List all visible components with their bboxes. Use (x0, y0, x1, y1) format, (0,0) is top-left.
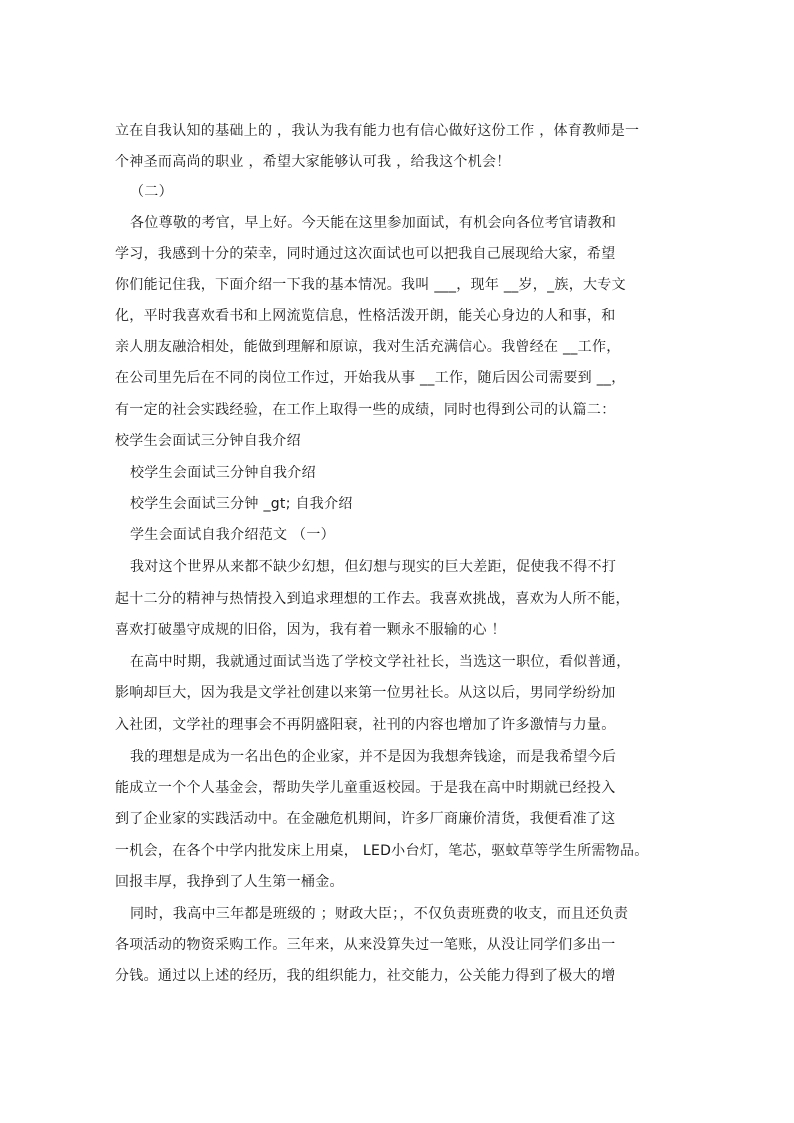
text-line: 在高中时期，我就通过面试当选了学校文学社社长，当选这一职位，看似普通， (130, 654, 631, 670)
text-line: 化，平时我喜欢看书和上网流览信息，性格活泼开朗，能关心身边的人和事，和 (115, 308, 616, 324)
text-line: 到了企业家的实践活动中。在金融危机期间，许多厂商廉价清货，我便看准了这 (115, 811, 616, 827)
text-line: 个神圣而高尚的职业 ，希望大家能够认可我 ，给我这个机会！ (115, 154, 511, 170)
text-line: 起十二分的精神与热情投入到追求理想的工作去。我喜欢挑战，喜欢为人所不能， (115, 591, 630, 607)
text-line: 回报丰厚，我挣到了人生第一桶金。 (115, 874, 344, 890)
text-line: 有一定的社会实践经验，在工作上取得一些的成绩，同时也得到公司的认篇二： (115, 402, 616, 418)
text-line: 你们能记住我，下面介绍一下我的基本情况。我叫 ___，现年 __岁，_族，大专文 (115, 277, 626, 293)
text-line: 在公司里先后在不同的岗位工作过，开始我从事 __工作，随后因公司需要到 __， (115, 370, 626, 386)
text-line: 分钱。通过以上述的经历，我的组织能力，社交能力，公关能力得到了极大的增 (115, 968, 616, 984)
text-line: 亲人朋友融洽相处，能做到理解和原谅，我对生活充满信心。我曾经在 __工作， (115, 339, 621, 355)
text-line: 入社团，文学社的理事会不再阴盛阳衰，社刊的内容也增加了许多激情与力量。 (115, 717, 616, 733)
text-line: 同时，我高中三年都是班级的 ；财政大臣；，不仅负责班费的收支，而且还负责 (130, 906, 629, 922)
text-line: 一机会，在各个中学内批发床上用桌， LED小台灯，笔芯，驱蚊草等学生所需物品。 (115, 843, 649, 859)
text-line: 学习，我感到十分的荣幸，同时通过这次面试也可以把我自己展现给大家，希望 (115, 246, 616, 262)
text-line: 各位尊敬的考官，早上好。今天能在这里参加面试，有机会向各位考官请教和 (130, 215, 617, 231)
text-line: 各项活动的物资采购工作。三年来，从来没算失过一笔账，从没让同学们多出一 (115, 937, 616, 953)
section-title: 校学生会面试三分钟自我介绍 (115, 433, 301, 449)
section-title: 校学生会面试三分钟自我介绍 (130, 465, 316, 481)
text-line: 我的理想是成为一名出色的企业家，并不是因为我想奔钱途，而是我希望今后 (130, 749, 617, 765)
text-line: 我对这个世界从来都不缺少幻想，但幻想与现实的巨大差距，促使我不得不打 (130, 559, 617, 575)
text-line: 影响却巨大，因为我是文学社创建以来第一位男社长。从这以后，男同学纷纷加 (115, 685, 616, 701)
text-line: 能成立一个个人基金会，帮助失学儿童重返校园。于是我在高中时期就已经投入 (115, 780, 616, 796)
text-line: 立在自我认知的基础上的 ，我认为我有能力也有信心做好这份工作 ，体育教师是一 (115, 123, 640, 139)
section-heading: 学生会面试自我介绍范文 （一） (130, 527, 335, 543)
text-line: 喜欢打破墨守成规的旧俗，因为，我有着一颗永不服输的心 ！ (115, 622, 506, 638)
section-title: 校学生会面试三分钟 _gt; 自我介绍 (130, 496, 353, 512)
section-heading: （二） (130, 184, 173, 200)
